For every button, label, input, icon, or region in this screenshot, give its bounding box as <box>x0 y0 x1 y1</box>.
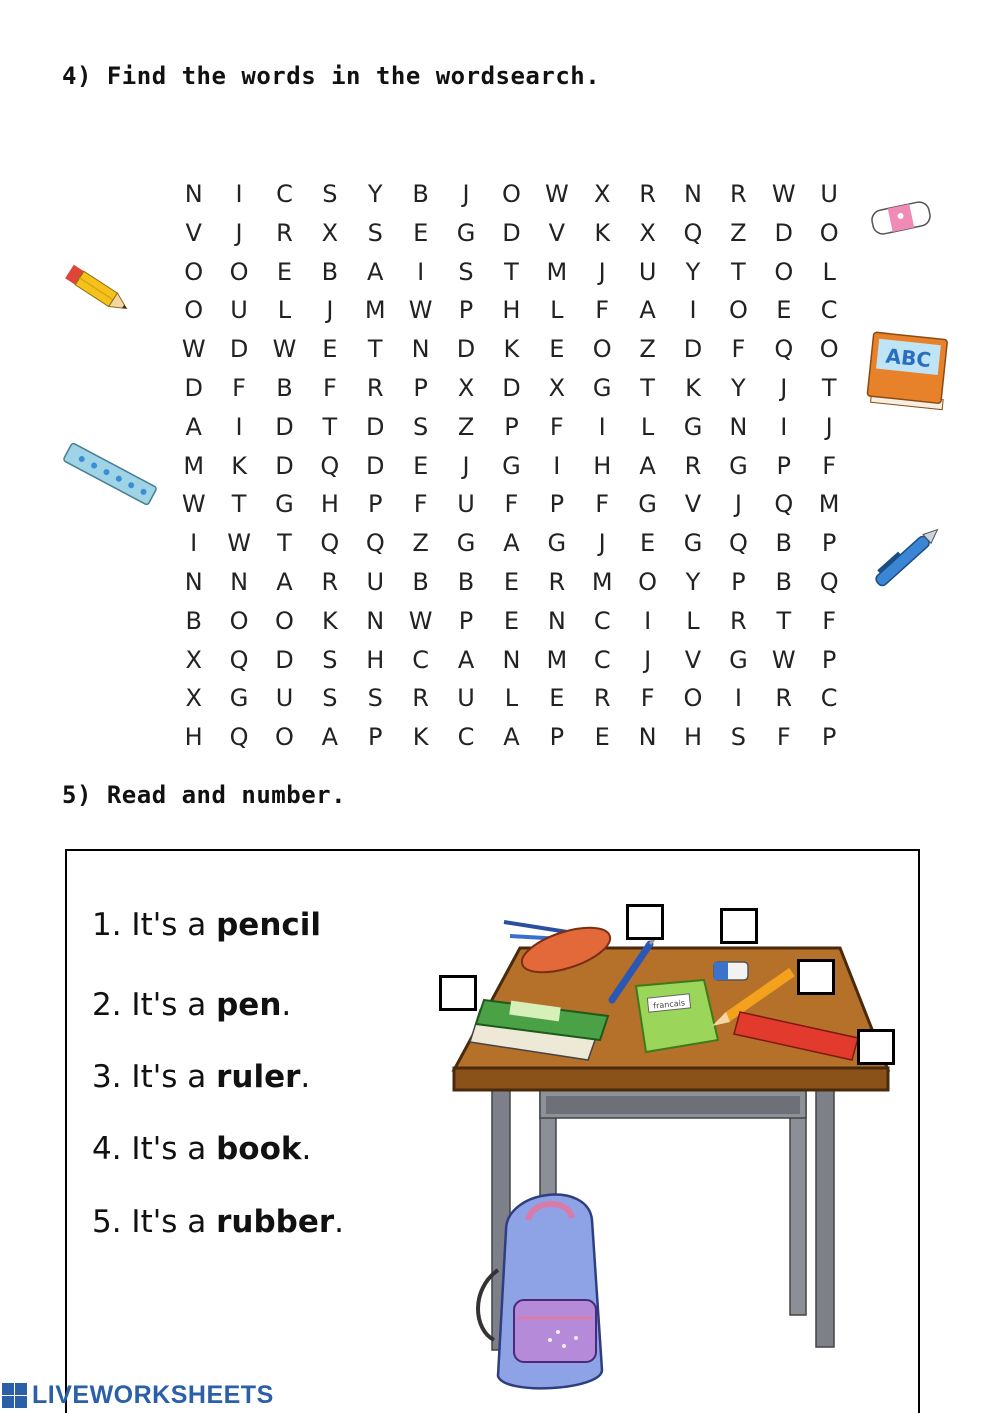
grid-cell[interactable]: O <box>275 606 294 635</box>
grid-cell[interactable]: J <box>825 412 833 441</box>
liveworksheets-brand[interactable] <box>2 1381 274 1410</box>
grid-cell[interactable]: E <box>640 529 656 558</box>
desk-notebook-icon <box>636 980 718 1052</box>
grid-cell[interactable]: R <box>366 373 384 402</box>
grid-cell[interactable]: I <box>644 606 652 635</box>
grid-cell[interactable]: G <box>456 218 476 247</box>
grid-cell[interactable]: D <box>774 218 794 247</box>
grid-cell[interactable]: J <box>462 451 470 480</box>
grid-cell[interactable]: E <box>276 257 293 286</box>
grid-cell[interactable]: D <box>229 335 249 364</box>
grid-cell[interactable]: P <box>776 451 792 480</box>
grid-cell[interactable]: E <box>776 296 792 325</box>
grid-cell[interactable]: W <box>408 606 433 635</box>
grid-cell[interactable]: G <box>229 684 249 713</box>
grid-cell[interactable]: N <box>502 645 521 674</box>
answer-box-pencil[interactable] <box>797 959 835 995</box>
grid-cell[interactable]: J <box>780 373 788 402</box>
grid-cell[interactable]: L <box>504 684 519 713</box>
grid-cell[interactable]: J <box>598 257 606 286</box>
grid-cell[interactable]: D <box>683 335 703 364</box>
answer-box-book[interactable] <box>439 975 477 1011</box>
grid-cell[interactable]: S <box>730 723 746 752</box>
grid-cell[interactable]: G <box>502 451 521 480</box>
grid-cell[interactable]: Q <box>819 567 839 596</box>
grid-cell[interactable]: F <box>595 490 610 519</box>
wordsearch-grid[interactable] <box>171 175 852 757</box>
grid-cell[interactable]: Y <box>685 257 701 286</box>
grid-cell[interactable]: P <box>458 296 474 325</box>
grid-cell[interactable]: C <box>820 684 838 713</box>
grid-cell[interactable]: D <box>275 451 294 480</box>
grid-cell[interactable]: P <box>821 723 837 752</box>
grid-cell[interactable]: R <box>412 684 429 713</box>
grid-cell[interactable]: Y <box>731 373 746 402</box>
grid-cell[interactable]: L <box>822 257 836 286</box>
grid-cell[interactable]: V <box>684 490 702 519</box>
answer-box-pen[interactable] <box>626 904 664 940</box>
grid-cell[interactable]: U <box>366 567 385 596</box>
grid-cell[interactable]: G <box>456 529 476 558</box>
grid-cell[interactable]: G <box>729 451 748 480</box>
grid-cell[interactable]: T <box>776 606 792 635</box>
grid-cell[interactable]: T <box>367 335 383 364</box>
grid-cell[interactable]: D <box>184 373 203 402</box>
grid-cell[interactable]: D <box>275 645 294 674</box>
grid-cell[interactable]: I <box>190 529 198 558</box>
grid-cell[interactable]: S <box>322 180 338 208</box>
grid-cell[interactable]: K <box>412 723 429 752</box>
pen-icon <box>862 514 952 600</box>
grid-cell[interactable]: D <box>275 412 294 441</box>
grid-cell[interactable]: I <box>689 296 697 325</box>
grid-cell[interactable]: V <box>548 218 566 247</box>
grid-cell[interactable]: W <box>181 335 206 364</box>
answer-box-rubber[interactable] <box>720 908 758 944</box>
grid-cell[interactable]: D <box>502 373 521 402</box>
grid-cell[interactable]: F <box>413 490 428 519</box>
grid-cell[interactable]: D <box>366 451 385 480</box>
grid-cell[interactable]: F <box>731 335 746 364</box>
grid-cell[interactable]: J <box>326 296 334 325</box>
grid-cell[interactable]: Q <box>320 451 340 480</box>
grid-cell[interactable]: F <box>549 412 564 441</box>
grid-cell[interactable]: H <box>366 645 385 674</box>
grid-cell[interactable]: W <box>771 180 796 208</box>
grid-cell[interactable]: O <box>728 296 748 325</box>
grid-cell[interactable]: A <box>367 257 384 286</box>
grid-cell[interactable]: N <box>230 567 249 596</box>
grid-cell[interactable]: M <box>364 296 386 325</box>
grid-cell[interactable]: B <box>185 606 202 635</box>
grid-cell[interactable]: A <box>185 412 202 441</box>
grid-cell[interactable]: Z <box>412 529 429 558</box>
grid-cell[interactable]: A <box>321 723 339 752</box>
grid-cell[interactable]: D <box>456 335 476 364</box>
grid-cell[interactable]: O <box>229 606 249 635</box>
grid-cell[interactable]: X <box>321 218 339 247</box>
grid-cell[interactable]: P <box>458 606 474 635</box>
grid-cell[interactable]: H <box>593 451 612 480</box>
grid-cell[interactable]: O <box>774 257 794 286</box>
grid-cell[interactable]: V <box>684 645 702 674</box>
grid-cell[interactable]: R <box>593 684 611 713</box>
grid-cell[interactable]: Y <box>685 567 701 596</box>
grid-cell[interactable]: G <box>275 490 294 519</box>
grid-cell[interactable]: Y <box>367 180 383 208</box>
grid-cell[interactable]: W <box>771 645 796 674</box>
grid-cell[interactable]: J <box>734 490 742 519</box>
grid-cell[interactable]: K <box>231 451 247 480</box>
grid-cell[interactable]: O <box>683 684 703 713</box>
grid-cell[interactable]: P <box>731 567 746 596</box>
grid-cell[interactable]: N <box>411 335 430 364</box>
grid-cell[interactable]: N <box>366 606 385 635</box>
grid-cell[interactable]: O <box>638 567 658 596</box>
grid-cell[interactable]: C <box>276 180 293 208</box>
grid-cell[interactable]: P <box>368 490 383 519</box>
grid-cell[interactable]: M <box>546 257 568 286</box>
grid-cell[interactable]: U <box>820 180 838 208</box>
grid-cell[interactable]: N <box>184 180 203 208</box>
grid-cell[interactable]: F <box>776 723 791 752</box>
grid-cell[interactable]: I <box>235 180 243 208</box>
grid-cell[interactable]: K <box>685 373 701 402</box>
grid-cell[interactable]: Q <box>774 335 794 364</box>
grid-cell[interactable]: R <box>321 567 339 596</box>
grid-cell[interactable]: R <box>730 606 747 635</box>
answer-box-ruler[interactable] <box>857 1029 895 1065</box>
grid-cell[interactable]: X <box>548 373 566 402</box>
grid-cell[interactable]: O <box>229 257 249 286</box>
grid-cell[interactable]: G <box>638 490 657 519</box>
grid-cell[interactable]: I <box>417 257 425 286</box>
grid-cell[interactable]: J <box>644 645 652 674</box>
grid-cell[interactable]: N <box>184 567 203 596</box>
grid-cell[interactable]: X <box>185 645 202 674</box>
grid-cell[interactable]: R <box>639 180 656 208</box>
grid-cell[interactable]: S <box>322 684 338 713</box>
sentence-1: 1. It's a pencil <box>92 907 322 943</box>
grid-cell[interactable]: R <box>276 218 293 247</box>
grid-cell[interactable]: B <box>321 257 339 286</box>
grid-cell[interactable]: L <box>277 296 292 325</box>
grid-cell[interactable]: Q <box>683 218 703 247</box>
grid-cell[interactable]: B <box>412 567 429 596</box>
grid-cell[interactable]: Q <box>229 645 249 674</box>
grid-cell[interactable]: J <box>598 529 606 558</box>
grid-cell[interactable]: R <box>775 684 793 713</box>
grid-cell[interactable]: U <box>457 684 475 713</box>
grid-cell[interactable]: B <box>412 180 429 208</box>
grid-cell[interactable]: B <box>457 567 475 596</box>
grid-cell[interactable]: F <box>640 684 655 713</box>
grid-cell[interactable]: G <box>683 412 703 441</box>
brand-name: LIVEWORKSHEETS <box>32 1381 274 1409</box>
grid-cell[interactable]: O <box>184 296 204 325</box>
grid-cell[interactable]: F <box>822 606 837 635</box>
grid-cell[interactable]: Q <box>320 529 340 558</box>
grid-cell[interactable]: A <box>503 529 520 558</box>
grid-cell[interactable]: H <box>683 723 703 752</box>
grid-cell[interactable]: C <box>412 645 430 674</box>
grid-cell[interactable]: W <box>544 180 569 208</box>
grid-cell[interactable]: J <box>462 180 470 208</box>
grid-cell[interactable]: U <box>638 257 657 286</box>
grid-cell[interactable]: S <box>413 412 429 441</box>
grid-cell[interactable]: O <box>275 723 294 752</box>
grid-cell[interactable]: D <box>502 218 521 247</box>
grid-cell[interactable]: O <box>501 180 521 208</box>
grid-cell[interactable]: G <box>683 529 703 558</box>
grid-cell[interactable]: F <box>504 490 519 519</box>
grid-cell[interactable]: R <box>684 451 702 480</box>
grid-cell[interactable]: P <box>549 723 565 752</box>
sentence-3: 3. It's a ruler. <box>92 1059 311 1095</box>
grid-cell[interactable]: J <box>235 218 243 247</box>
liveworksheets-logo-icon <box>2 1383 27 1408</box>
grid-cell[interactable]: O <box>819 218 839 247</box>
grid-cell[interactable]: A <box>276 567 293 596</box>
grid-cell[interactable]: W <box>227 529 251 558</box>
grid-cell[interactable]: E <box>503 567 520 596</box>
grid-cell[interactable]: I <box>780 412 788 441</box>
grid-cell[interactable]: N <box>684 180 702 208</box>
ruler-icon <box>58 440 162 508</box>
grid-cell[interactable]: T <box>821 373 837 402</box>
grid-cell[interactable]: L <box>640 412 655 441</box>
grid-cell[interactable]: S <box>322 645 338 674</box>
grid-cell[interactable]: N <box>638 723 657 752</box>
book-cover-text: ABC <box>884 343 933 373</box>
grid-cell[interactable]: Q <box>365 529 385 558</box>
grid-cell[interactable]: S <box>367 218 383 247</box>
grid-cell[interactable]: G <box>592 373 612 402</box>
grid-cell[interactable]: Z <box>730 218 747 247</box>
section-4-heading: 4) Find the words in the wordsearch. <box>62 62 601 90</box>
grid-cell[interactable]: P <box>549 490 565 519</box>
grid-cell[interactable]: L <box>550 296 564 325</box>
grid-cell[interactable]: S <box>458 257 474 286</box>
pencil-icon <box>58 258 138 322</box>
section-5-heading: 5) Read and number. <box>62 781 347 809</box>
grid-cell[interactable]: T <box>504 257 519 286</box>
grid-cell[interactable]: B <box>775 567 792 596</box>
grid-cell[interactable]: V <box>185 218 202 247</box>
grid-cell[interactable]: P <box>413 373 428 402</box>
grid-cell[interactable]: P <box>368 723 383 752</box>
grid-cell[interactable]: K <box>321 606 338 635</box>
grid-cell[interactable]: G <box>547 529 567 558</box>
eraser-icon <box>866 192 936 244</box>
grid-cell[interactable]: M <box>183 451 205 480</box>
grid-cell[interactable]: K <box>503 335 520 364</box>
grid-cell[interactable]: T <box>322 412 338 441</box>
grid-cell[interactable]: C <box>457 723 475 752</box>
grid-cell[interactable]: O <box>184 257 204 286</box>
grid-cell[interactable]: T <box>277 529 292 558</box>
grid-cell[interactable]: E <box>594 723 610 752</box>
grid-cell[interactable]: N <box>729 412 748 441</box>
grid-cell[interactable]: D <box>366 412 385 441</box>
grid-cell[interactable]: A <box>639 451 656 480</box>
grid-cell[interactable]: U <box>230 296 248 325</box>
grid-cell[interactable]: H <box>184 723 203 752</box>
grid-cell[interactable]: M <box>546 645 568 674</box>
grid-cell[interactable]: Q <box>774 490 794 519</box>
grid-cell[interactable]: B <box>775 529 792 558</box>
grid-cell[interactable]: X <box>639 218 656 247</box>
sentence-5: 5. It's a rubber. <box>92 1204 345 1240</box>
grid-cell[interactable]: U <box>457 490 475 519</box>
grid-cell[interactable]: O <box>592 335 612 364</box>
grid-cell[interactable]: N <box>547 606 566 635</box>
grid-cell[interactable]: B <box>276 373 293 402</box>
grid-cell[interactable]: E <box>413 218 429 247</box>
grid-cell[interactable]: H <box>320 490 339 519</box>
grid-cell[interactable]: Z <box>639 335 656 364</box>
grid-cell[interactable]: U <box>275 684 294 713</box>
grid-cell[interactable]: T <box>640 373 655 402</box>
grid-cell[interactable]: W <box>408 296 433 325</box>
grid-cell[interactable]: A <box>639 296 656 325</box>
grid-cell[interactable]: P <box>821 529 837 558</box>
grid-cell[interactable]: X <box>593 180 611 208</box>
grid-cell[interactable]: H <box>502 296 521 325</box>
desk-eraser-icon <box>714 962 748 980</box>
grid-cell[interactable]: F <box>822 451 837 480</box>
grid-cell[interactable]: W <box>181 490 206 519</box>
grid-cell[interactable]: I <box>598 412 606 441</box>
grid-cell[interactable]: G <box>729 645 748 674</box>
grid-cell[interactable]: T <box>231 490 247 519</box>
grid-cell[interactable]: Q <box>728 529 748 558</box>
grid-cell[interactable]: E <box>549 335 565 364</box>
grid-cell[interactable]: K <box>594 218 611 247</box>
grid-cell[interactable]: Q <box>229 723 249 752</box>
grid-cell[interactable]: Z <box>457 412 475 441</box>
grid-cell[interactable]: O <box>819 335 839 364</box>
grid-cell[interactable]: E <box>503 606 520 635</box>
grid-cell[interactable]: F <box>322 373 337 402</box>
book-icon <box>864 326 954 416</box>
grid-cell[interactable]: P <box>821 645 837 674</box>
grid-cell[interactable]: P <box>504 412 519 441</box>
grid-cell[interactable]: E <box>413 451 429 480</box>
sentence-4: 4. It's a book. <box>92 1131 312 1167</box>
grid-cell[interactable]: I <box>553 451 561 480</box>
grid-cell[interactable]: F <box>595 296 610 325</box>
grid-cell[interactable]: X <box>185 684 202 713</box>
grid-cell[interactable]: S <box>367 684 383 713</box>
grid-cell[interactable]: F <box>232 373 246 402</box>
grid-cell[interactable]: E <box>549 684 565 713</box>
grid-cell[interactable]: X <box>457 373 475 402</box>
grid-cell[interactable]: I <box>734 684 742 713</box>
grid-cell[interactable]: A <box>503 723 520 752</box>
grid-cell[interactable]: A <box>457 645 475 674</box>
grid-cell[interactable]: M <box>591 567 613 596</box>
grid-cell[interactable]: R <box>730 180 747 208</box>
grid-cell[interactable]: C <box>820 296 838 325</box>
notebook-label: francais <box>652 998 686 1011</box>
grid-cell[interactable]: L <box>686 606 700 635</box>
grid-cell[interactable]: M <box>818 490 840 519</box>
grid-cell[interactable]: I <box>235 412 243 441</box>
grid-cell[interactable]: W <box>272 335 297 364</box>
grid-cell[interactable]: E <box>322 335 338 364</box>
grid-cell[interactable]: C <box>593 645 611 674</box>
grid-cell[interactable]: R <box>548 567 566 596</box>
grid-cell[interactable]: T <box>731 257 746 286</box>
grid-cell[interactable]: C <box>593 606 611 635</box>
sentence-2: 2. It's a pen. <box>92 987 292 1023</box>
